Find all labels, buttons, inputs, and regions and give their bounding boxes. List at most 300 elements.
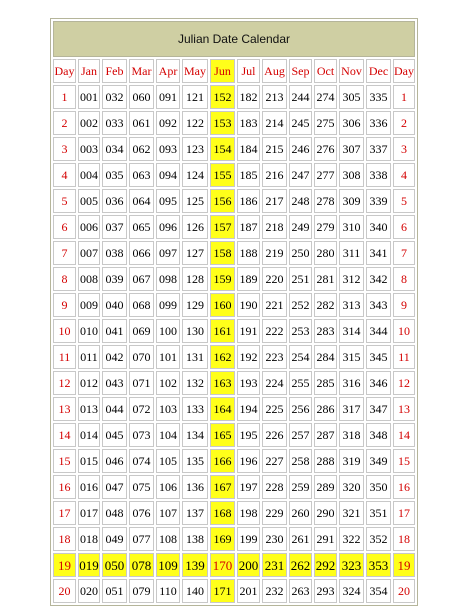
julian-day-cell: 011 (78, 345, 100, 369)
julian-day-cell: 224 (262, 371, 287, 395)
julian-day-cell: 020 (78, 579, 100, 603)
julian-day-cell: 349 (366, 449, 391, 473)
julian-day-cell: 342 (366, 267, 391, 291)
julian-day-cell: 353 (366, 553, 391, 577)
julian-day-cell: 318 (339, 423, 364, 447)
julian-day-cell: 183 (237, 111, 260, 135)
julian-day-cell: 046 (102, 449, 127, 473)
table-row (53, 85, 415, 109)
table-row (53, 423, 415, 447)
column-header-dec: Dec (366, 59, 391, 83)
julian-day-cell: 316 (339, 371, 364, 395)
julian-day-cell: 130 (182, 319, 208, 343)
julian-day-cell: 345 (366, 345, 391, 369)
julian-day-cell: 121 (182, 85, 208, 109)
julian-day-cell: 126 (182, 215, 208, 239)
julian-day-cell: 228 (262, 475, 287, 499)
table-row (53, 163, 415, 187)
julian-day-cell: 104 (156, 423, 180, 447)
julian-day-cell: 095 (156, 189, 180, 213)
julian-day-cell: 194 (237, 397, 260, 421)
column-header-day-right: Day (393, 59, 415, 83)
julian-day-cell: 275 (314, 111, 337, 135)
day-label: 2 (53, 111, 76, 135)
julian-day-cell: 066 (129, 241, 154, 265)
julian-day-cell: 198 (237, 501, 260, 525)
column-header-jul: Jul (237, 59, 260, 83)
table-row (53, 189, 415, 213)
calendar-title: Julian Date Calendar (53, 21, 415, 57)
julian-day-cell: 253 (289, 319, 312, 343)
julian-day-cell: 231 (262, 553, 287, 577)
julian-day-cell: 337 (366, 137, 391, 161)
table-row (53, 215, 415, 239)
julian-day-cell: 062 (129, 137, 154, 161)
julian-day-cell: 032 (102, 85, 127, 109)
julian-day-cell: 246 (289, 137, 312, 161)
julian-day-cell: 197 (237, 475, 260, 499)
julian-day-cell: 009 (78, 293, 100, 317)
julian-day-cell: 048 (102, 501, 127, 525)
julian-day-cell: 155 (210, 163, 235, 187)
julian-day-cell: 003 (78, 137, 100, 161)
table-row (53, 475, 415, 499)
column-header-sep: Sep (289, 59, 312, 83)
julian-day-cell: 352 (366, 527, 391, 551)
julian-day-cell: 034 (102, 137, 127, 161)
julian-day-cell: 289 (314, 475, 337, 499)
julian-day-cell: 008 (78, 267, 100, 291)
julian-day-cell: 134 (182, 423, 208, 447)
julian-day-cell: 343 (366, 293, 391, 317)
julian-day-cell: 256 (289, 397, 312, 421)
title-row (53, 21, 415, 57)
julian-day-cell: 189 (237, 267, 260, 291)
julian-day-cell: 222 (262, 319, 287, 343)
column-header-feb: Feb (102, 59, 127, 83)
column-header-jan: Jan (78, 59, 100, 83)
julian-day-cell: 336 (366, 111, 391, 135)
julian-day-cell: 122 (182, 111, 208, 135)
julian-day-cell: 186 (237, 189, 260, 213)
table-row (53, 501, 415, 525)
julian-day-cell: 139 (182, 553, 208, 577)
julian-day-cell: 308 (339, 163, 364, 187)
table-row (53, 579, 415, 603)
julian-day-cell: 321 (339, 501, 364, 525)
julian-day-cell: 287 (314, 423, 337, 447)
julian-day-cell: 199 (237, 527, 260, 551)
julian-day-cell: 006 (78, 215, 100, 239)
julian-day-cell: 340 (366, 215, 391, 239)
julian-day-cell: 307 (339, 137, 364, 161)
julian-day-cell: 351 (366, 501, 391, 525)
julian-day-cell: 290 (314, 501, 337, 525)
julian-day-cell: 100 (156, 319, 180, 343)
julian-day-cell: 016 (78, 475, 100, 499)
julian-day-cell: 096 (156, 215, 180, 239)
julian-day-cell: 105 (156, 449, 180, 473)
julian-day-cell: 140 (182, 579, 208, 603)
julian-day-cell: 288 (314, 449, 337, 473)
julian-day-cell: 107 (156, 501, 180, 525)
julian-day-cell: 007 (78, 241, 100, 265)
day-label-right: 18 (393, 527, 415, 551)
julian-day-cell: 309 (339, 189, 364, 213)
julian-day-cell: 044 (102, 397, 127, 421)
julian-day-cell: 200 (237, 553, 260, 577)
julian-day-cell: 166 (210, 449, 235, 473)
day-label-right: 20 (393, 579, 415, 603)
day-label: 8 (53, 267, 76, 291)
column-header-jun: Jun (210, 59, 235, 83)
julian-day-cell: 225 (262, 397, 287, 421)
julian-day-cell: 215 (262, 137, 287, 161)
julian-day-cell: 164 (210, 397, 235, 421)
julian-day-cell: 213 (262, 85, 287, 109)
julian-day-cell: 073 (129, 423, 154, 447)
julian-day-cell: 312 (339, 267, 364, 291)
table-row (53, 345, 415, 369)
julian-day-cell: 002 (78, 111, 100, 135)
julian-day-cell: 047 (102, 475, 127, 499)
header-row (53, 59, 415, 83)
julian-day-cell: 168 (210, 501, 235, 525)
julian-day-cell: 184 (237, 137, 260, 161)
julian-day-cell: 033 (102, 111, 127, 135)
julian-day-cell: 019 (78, 553, 100, 577)
julian-day-cell: 001 (78, 85, 100, 109)
day-label-right: 3 (393, 137, 415, 161)
julian-day-cell: 010 (78, 319, 100, 343)
day-label-right: 17 (393, 501, 415, 525)
day-label: 10 (53, 319, 76, 343)
day-label-right: 14 (393, 423, 415, 447)
julian-day-cell: 170 (210, 553, 235, 577)
julian-day-cell: 163 (210, 371, 235, 395)
julian-day-cell: 201 (237, 579, 260, 603)
julian-day-cell: 133 (182, 397, 208, 421)
julian-day-cell: 153 (210, 111, 235, 135)
table-row (53, 293, 415, 317)
julian-day-cell: 093 (156, 137, 180, 161)
julian-day-cell: 244 (289, 85, 312, 109)
julian-day-cell: 064 (129, 189, 154, 213)
julian-day-cell: 050 (102, 553, 127, 577)
table-row (53, 319, 415, 343)
julian-day-cell: 162 (210, 345, 235, 369)
julian-day-cell: 254 (289, 345, 312, 369)
day-label-right: 19 (393, 553, 415, 577)
julian-day-cell: 284 (314, 345, 337, 369)
julian-day-cell: 102 (156, 371, 180, 395)
column-header-oct: Oct (314, 59, 337, 83)
julian-day-cell: 193 (237, 371, 260, 395)
table-row (53, 267, 415, 291)
day-label: 18 (53, 527, 76, 551)
julian-day-cell: 156 (210, 189, 235, 213)
julian-day-cell: 099 (156, 293, 180, 317)
julian-day-cell: 098 (156, 267, 180, 291)
julian-day-cell: 040 (102, 293, 127, 317)
julian-day-cell: 106 (156, 475, 180, 499)
table-row (53, 241, 415, 265)
julian-day-cell: 017 (78, 501, 100, 525)
julian-day-cell: 067 (129, 267, 154, 291)
julian-date-calendar (50, 18, 418, 606)
julian-day-cell: 248 (289, 189, 312, 213)
julian-day-cell: 077 (129, 527, 154, 551)
julian-day-cell: 004 (78, 163, 100, 187)
julian-day-cell: 069 (129, 319, 154, 343)
julian-day-cell: 196 (237, 449, 260, 473)
julian-day-cell: 043 (102, 371, 127, 395)
julian-day-cell: 101 (156, 345, 180, 369)
julian-day-cell: 061 (129, 111, 154, 135)
julian-day-cell: 279 (314, 215, 337, 239)
day-label: 3 (53, 137, 76, 161)
day-label: 20 (53, 579, 76, 603)
julian-day-cell: 039 (102, 267, 127, 291)
julian-day-cell: 169 (210, 527, 235, 551)
julian-day-cell: 185 (237, 163, 260, 187)
julian-day-cell: 346 (366, 371, 391, 395)
day-label-right: 9 (393, 293, 415, 317)
julian-day-cell: 317 (339, 397, 364, 421)
julian-day-cell: 354 (366, 579, 391, 603)
day-label-right: 11 (393, 345, 415, 369)
julian-day-cell: 094 (156, 163, 180, 187)
table-row (53, 553, 415, 577)
julian-day-cell: 286 (314, 397, 337, 421)
day-label-right: 15 (393, 449, 415, 473)
day-label-right: 6 (393, 215, 415, 239)
julian-day-cell: 250 (289, 241, 312, 265)
julian-day-cell: 187 (237, 215, 260, 239)
julian-day-cell: 230 (262, 527, 287, 551)
julian-day-cell: 065 (129, 215, 154, 239)
julian-day-cell: 042 (102, 345, 127, 369)
julian-day-cell: 167 (210, 475, 235, 499)
day-label-right: 8 (393, 267, 415, 291)
table-row (53, 371, 415, 395)
julian-day-cell: 070 (129, 345, 154, 369)
day-label: 14 (53, 423, 76, 447)
julian-day-cell: 323 (339, 553, 364, 577)
julian-day-cell: 283 (314, 319, 337, 343)
julian-day-cell: 278 (314, 189, 337, 213)
julian-day-cell: 214 (262, 111, 287, 135)
julian-day-cell: 124 (182, 163, 208, 187)
julian-day-cell: 108 (156, 527, 180, 551)
julian-day-cell: 159 (210, 267, 235, 291)
julian-day-cell: 195 (237, 423, 260, 447)
julian-day-cell: 072 (129, 397, 154, 421)
day-label-right: 1 (393, 85, 415, 109)
julian-day-cell: 127 (182, 241, 208, 265)
julian-day-cell: 247 (289, 163, 312, 187)
julian-day-cell: 123 (182, 137, 208, 161)
day-label: 16 (53, 475, 76, 499)
julian-day-cell: 091 (156, 85, 180, 109)
column-header-nov: Nov (339, 59, 364, 83)
day-label: 5 (53, 189, 76, 213)
julian-day-cell: 036 (102, 189, 127, 213)
column-header-day: Day (53, 59, 76, 83)
julian-day-cell: 280 (314, 241, 337, 265)
day-label-right: 7 (393, 241, 415, 265)
julian-day-cell: 051 (102, 579, 127, 603)
julian-day-cell: 097 (156, 241, 180, 265)
julian-day-cell: 182 (237, 85, 260, 109)
julian-day-cell: 137 (182, 501, 208, 525)
julian-day-cell: 261 (289, 527, 312, 551)
julian-day-cell: 038 (102, 241, 127, 265)
julian-day-cell: 251 (289, 267, 312, 291)
table-row (53, 397, 415, 421)
table-row (53, 527, 415, 551)
julian-day-cell: 232 (262, 579, 287, 603)
julian-day-cell: 218 (262, 215, 287, 239)
day-label-right: 13 (393, 397, 415, 421)
julian-day-cell: 348 (366, 423, 391, 447)
julian-day-cell: 161 (210, 319, 235, 343)
julian-day-cell: 015 (78, 449, 100, 473)
julian-day-cell: 152 (210, 85, 235, 109)
julian-day-cell: 129 (182, 293, 208, 317)
julian-day-cell: 125 (182, 189, 208, 213)
julian-day-cell: 229 (262, 501, 287, 525)
column-header-mar: Mar (129, 59, 154, 83)
julian-day-cell: 190 (237, 293, 260, 317)
julian-day-cell: 315 (339, 345, 364, 369)
day-label: 19 (53, 553, 76, 577)
day-label-right: 10 (393, 319, 415, 343)
julian-day-cell: 344 (366, 319, 391, 343)
day-label: 13 (53, 397, 76, 421)
day-label: 9 (53, 293, 76, 317)
julian-day-cell: 037 (102, 215, 127, 239)
julian-day-cell: 255 (289, 371, 312, 395)
day-label: 6 (53, 215, 76, 239)
julian-day-cell: 313 (339, 293, 364, 317)
julian-day-cell: 245 (289, 111, 312, 135)
julian-day-cell: 293 (314, 579, 337, 603)
day-label-right: 4 (393, 163, 415, 187)
julian-day-cell: 074 (129, 449, 154, 473)
julian-day-cell: 263 (289, 579, 312, 603)
julian-day-cell: 335 (366, 85, 391, 109)
julian-day-cell: 223 (262, 345, 287, 369)
julian-day-cell: 291 (314, 527, 337, 551)
day-label-right: 5 (393, 189, 415, 213)
column-header-apr: Apr (156, 59, 180, 83)
julian-day-cell: 092 (156, 111, 180, 135)
julian-day-cell: 132 (182, 371, 208, 395)
julian-day-cell: 060 (129, 85, 154, 109)
julian-day-cell: 041 (102, 319, 127, 343)
julian-day-cell: 158 (210, 241, 235, 265)
julian-day-cell: 076 (129, 501, 154, 525)
julian-day-cell: 311 (339, 241, 364, 265)
day-label: 1 (53, 85, 76, 109)
julian-day-cell: 157 (210, 215, 235, 239)
julian-day-cell: 221 (262, 293, 287, 317)
julian-day-cell: 014 (78, 423, 100, 447)
julian-day-cell: 049 (102, 527, 127, 551)
julian-day-cell: 219 (262, 241, 287, 265)
julian-day-cell: 005 (78, 189, 100, 213)
julian-day-cell: 068 (129, 293, 154, 317)
julian-day-cell: 045 (102, 423, 127, 447)
julian-day-cell: 260 (289, 501, 312, 525)
day-label: 7 (53, 241, 76, 265)
column-header-may: May (182, 59, 208, 83)
julian-day-cell: 075 (129, 475, 154, 499)
julian-day-cell: 012 (78, 371, 100, 395)
julian-day-cell: 285 (314, 371, 337, 395)
julian-day-cell: 071 (129, 371, 154, 395)
day-label: 12 (53, 371, 76, 395)
table-row (53, 137, 415, 161)
julian-day-cell: 257 (289, 423, 312, 447)
julian-day-cell: 276 (314, 137, 337, 161)
day-label-right: 16 (393, 475, 415, 499)
julian-day-cell: 320 (339, 475, 364, 499)
julian-day-cell: 292 (314, 553, 337, 577)
julian-day-cell: 110 (156, 579, 180, 603)
day-label-right: 12 (393, 371, 415, 395)
julian-day-cell: 013 (78, 397, 100, 421)
day-label-right: 2 (393, 111, 415, 135)
julian-day-cell: 319 (339, 449, 364, 473)
day-label: 11 (53, 345, 76, 369)
julian-day-cell: 216 (262, 163, 287, 187)
julian-day-cell: 306 (339, 111, 364, 135)
julian-day-cell: 258 (289, 449, 312, 473)
julian-day-cell: 063 (129, 163, 154, 187)
julian-day-cell: 192 (237, 345, 260, 369)
julian-day-cell: 078 (129, 553, 154, 577)
julian-day-cell: 252 (289, 293, 312, 317)
julian-day-cell: 035 (102, 163, 127, 187)
julian-day-cell: 165 (210, 423, 235, 447)
julian-day-cell: 338 (366, 163, 391, 187)
table-row (53, 449, 415, 473)
julian-day-cell: 191 (237, 319, 260, 343)
julian-day-cell: 322 (339, 527, 364, 551)
day-label: 17 (53, 501, 76, 525)
julian-day-cell: 217 (262, 189, 287, 213)
julian-day-cell: 339 (366, 189, 391, 213)
julian-day-cell: 128 (182, 267, 208, 291)
julian-day-cell: 188 (237, 241, 260, 265)
julian-day-cell: 249 (289, 215, 312, 239)
julian-day-cell: 138 (182, 527, 208, 551)
day-label: 15 (53, 449, 76, 473)
julian-day-cell: 079 (129, 579, 154, 603)
julian-day-cell: 154 (210, 137, 235, 161)
julian-day-cell: 160 (210, 293, 235, 317)
day-label: 4 (53, 163, 76, 187)
julian-day-cell: 171 (210, 579, 235, 603)
julian-day-cell: 226 (262, 423, 287, 447)
julian-day-cell: 136 (182, 475, 208, 499)
julian-day-cell: 259 (289, 475, 312, 499)
julian-day-cell: 274 (314, 85, 337, 109)
julian-day-cell: 281 (314, 267, 337, 291)
table-row (53, 111, 415, 135)
